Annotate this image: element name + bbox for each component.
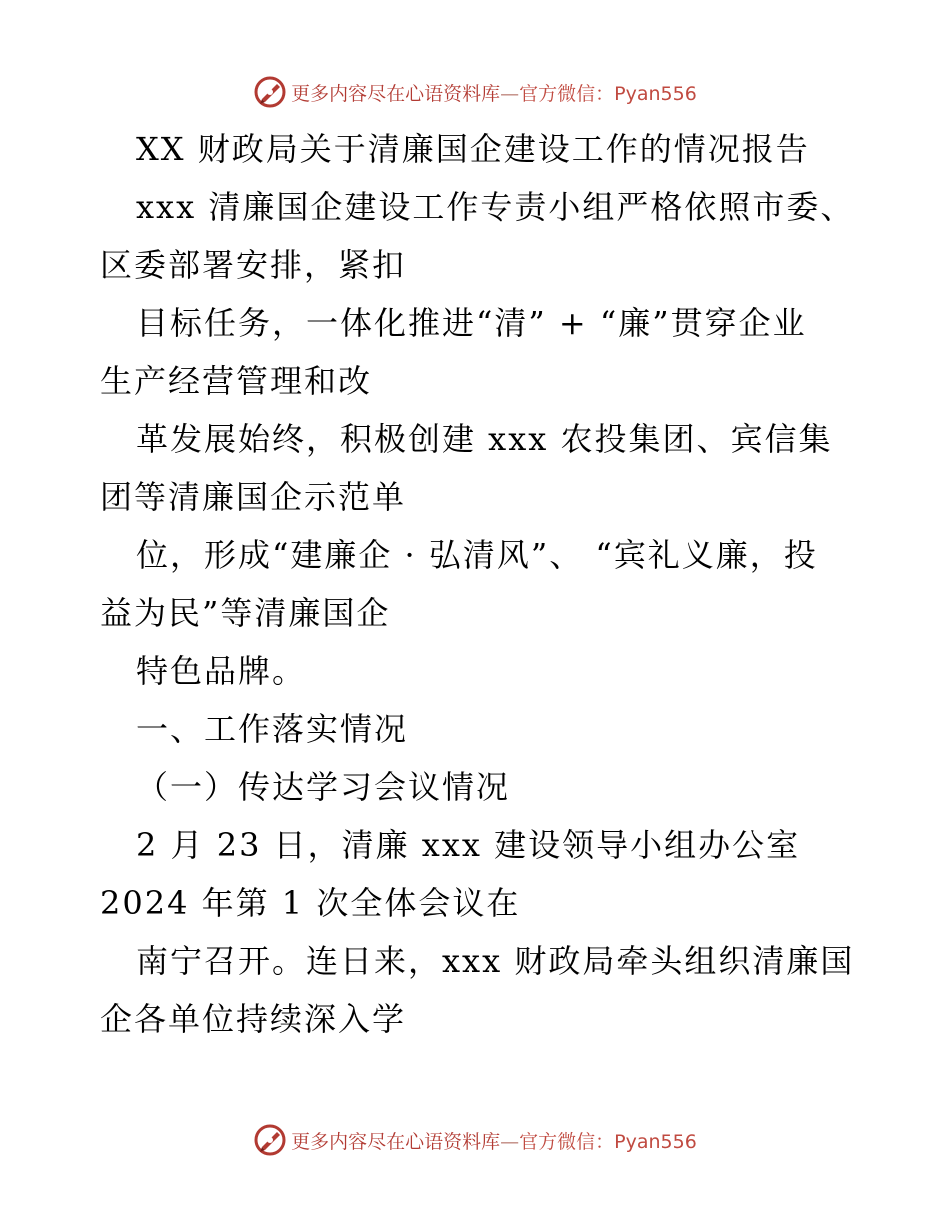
paragraph-line: 位，形成“建廉企 · 弘清风”、 “宾礼义廉，投 [136, 536, 818, 574]
paragraph-line: 革发展始终，积极创建 xxx 农投集团、宾信集 [136, 420, 833, 458]
paragraph-line: 企各单位持续深入学 [100, 1000, 407, 1038]
footer-watermark-banner [0, 1120, 950, 1160]
header-watermark-banner [0, 72, 950, 112]
footer-watermark-title: 更多内容尽在心语资料库 [291, 1130, 501, 1153]
document-title: XX 财政局关于清廉国企建设工作的情况报告 [136, 130, 810, 168]
footer-watermark-text [291, 1127, 697, 1154]
header-watermark-title: 更多内容尽在心语资料库 [291, 82, 501, 105]
paragraph-line: 2 月 23 日，清廉 xxx 建设领导小组办公室 [136, 826, 801, 864]
document-body [100, 120, 860, 1048]
subsection-heading: （一）传达学习会议情况 [136, 768, 511, 806]
paragraph-line: 区委部署安排，紧扣 [100, 246, 407, 284]
header-watermark-dash: — [500, 82, 520, 105]
paragraph-line: 特色品牌。 [136, 652, 307, 690]
paragraph-line: 团等清廉国企示范单 [100, 478, 407, 516]
paragraph-line: xxx 清廉国企建设工作专责小组严格依照市委、 [136, 188, 855, 226]
footer-watermark-wechat: 官方微信：Pyan556 [519, 1130, 697, 1153]
paragraph-line: 南宁召开。连日来，xxx 财政局牵头组织清廉国 [136, 942, 855, 980]
paragraph-line: 益为民”等清廉国企 [100, 594, 391, 632]
footer-watermark-dash: — [500, 1130, 520, 1153]
pen-logo-icon [253, 75, 287, 109]
pen-logo-icon [253, 1123, 287, 1157]
paragraph-line: 2024 年第 1 次全体会议在 [100, 884, 521, 922]
paragraph-line: 目标任务，一体化推进“清” + “廉”贯穿企业 [136, 304, 807, 342]
header-watermark-wechat: 官方微信：Pyan556 [519, 82, 697, 105]
header-watermark-text [291, 79, 697, 106]
paragraph-line: 生产经营管理和改 [100, 362, 373, 400]
section-heading: 一、工作落实情况 [136, 710, 409, 748]
